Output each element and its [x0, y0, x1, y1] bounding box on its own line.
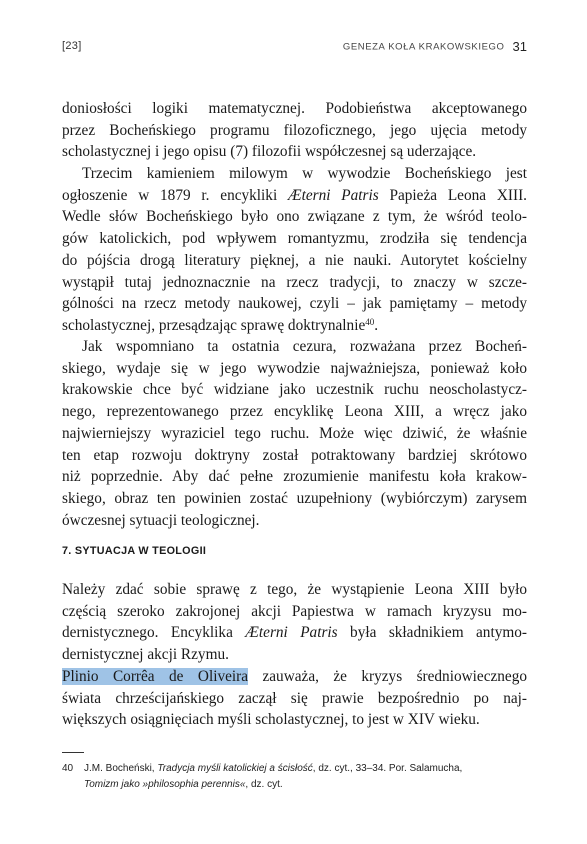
- paragraph-5: [62, 666, 527, 731]
- text-line: ogłoszenie w 1879 r. encykliki Æterni Patris Papieża Leona XIII.: [62, 186, 527, 204]
- footnote-number: 40: [62, 763, 74, 774]
- text-line: najwierniejszy wyraziciel tego ruchu. Może więc dziwić, że właśnie: [62, 424, 527, 442]
- text-line: krakowskie chce być widziane jako uczestnik ruchu neoscholastycz-: [62, 381, 527, 399]
- paragraph-1: [62, 98, 527, 163]
- paragraph-3: [62, 336, 527, 531]
- running-title: GENEZA KOŁA KRAKOWSKIEGO: [342, 41, 505, 53]
- text-line: Trzecim kamieniem milowym w wywodzie Bocheńskiego jest: [82, 165, 527, 182]
- text-line: Jak wspomniano ta ostatnia cezura, rozważana przez Bocheń-: [82, 338, 527, 355]
- text-line: częścią szeroko zakrojonej akcji Papiestwa w ramach kryzysu mo-: [62, 602, 527, 620]
- running-header: [62, 38, 527, 56]
- footnote: [62, 761, 527, 792]
- text-line: Należy zdać sobie sprawę z tego, że wystąpienie Leona XIII było: [62, 581, 527, 598]
- text-line: do pójścia drogą literatury pięknej, a nie nauki. Autorytet kościelny: [62, 251, 527, 269]
- text-line: scholastycznej, przesądzając sprawę doktrynalnie$^{40}$.: [62, 316, 379, 334]
- text-line: dernistycznego. Encyklika Æterni Patris była składnikiem antymo-: [62, 624, 527, 642]
- text-line: nego, reprezentowanego przez encyklikę Leona XIII, a wręcz jako: [62, 403, 527, 421]
- footnote-separator: [62, 752, 84, 753]
- text-line: skiego, obraz ten powinien zostać uzupełniony (wybiórczym) zarysem: [62, 489, 527, 507]
- footnote-ref[interactable]: 40: [365, 316, 375, 327]
- text-line: świata chrześcijańskiego zaczął się prawie bezpośrednio po naj-: [62, 689, 527, 707]
- text-line: scholastycznej i jego opisu (7) filozofii współczesnej są uderzające.: [62, 143, 477, 161]
- text-line: gólności na rzecz metody naukowej, czyli – jak pamiętamy – metody: [62, 295, 527, 313]
- text-line: niż poprzednie. Aby dać pełne zrozumienie manifestu koła krakow-: [62, 468, 527, 486]
- encyclical-title: Æterni Patris: [288, 186, 379, 204]
- text-line: większych osiągnięciach myśli scholastycznej, to jest w XIV wieku.: [62, 711, 480, 729]
- section-marker: [23]: [62, 40, 82, 52]
- text-line: wystąpił tutaj jednoznacznie na rzecz tradycji, to znaczy w szcze-: [62, 273, 527, 291]
- encyclical-title: Æterni Patris: [245, 624, 338, 642]
- paragraph-4: [62, 579, 527, 666]
- text-line: skiego, wydaje się w jego wywodzie najważniejsza, ponieważ koło: [62, 359, 527, 377]
- text-line: gów katolickich, pod wpływem romantyzmu, zrodziła się tendencja: [62, 230, 527, 248]
- selected-text-highlight[interactable]: Plinio Corrêa de Oliveira: [62, 668, 249, 685]
- footnote-line: Tomizm jako »philosophia perennis«, dz. cyt.: [84, 778, 283, 790]
- header-right: [343, 38, 527, 56]
- page-number: 31: [512, 39, 527, 55]
- text-line: ówczesnej sytuacji teologicznej.: [62, 511, 260, 529]
- text-line: przez Bocheńskiego programu filozoficznego, jego ujęcia metody: [62, 121, 527, 139]
- text-line: Plinio Corrêa de Oliveira zauważa, że kryzys średniowiecznego: [62, 668, 528, 685]
- text-line: ten etap rozwoju doktryny został potraktowany bardziej skrótowo: [62, 446, 527, 464]
- section-heading: 7. SYTUACJA W TEOLOGII: [62, 545, 207, 557]
- text-line: Wedle słów Bocheńskiego było ono związane z tym, że wśród teolo-: [62, 208, 527, 226]
- text-line: doniosłości logiki matematycznej. Podobieństwa akceptowanego: [62, 100, 527, 117]
- text-line: dernistycznej akcji Rzymu.: [62, 646, 229, 664]
- paragraph-2: [62, 163, 527, 337]
- footnote-line: 40 J.M. Bocheński, Tradycja myśli katolickiej a ścisłość, dz. cyt., 33–34. Por. Salamucha,: [62, 761, 527, 777]
